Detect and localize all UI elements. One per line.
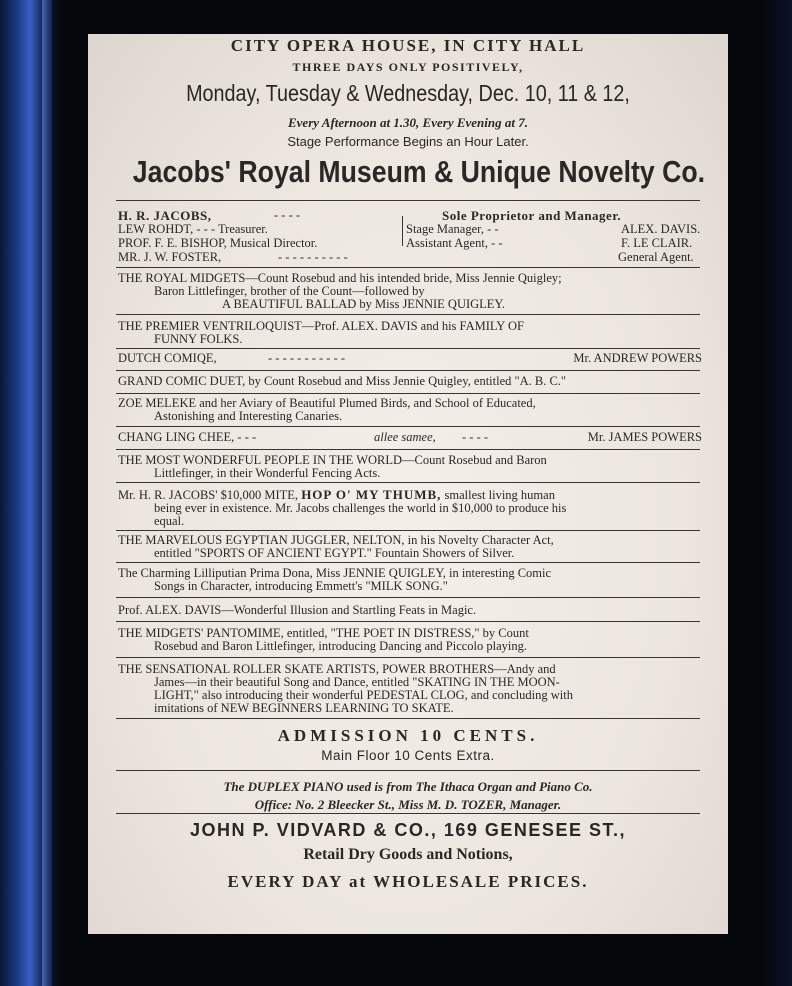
stage-note: Stage Performance Begins an Hour Later. [287, 134, 529, 149]
piano-credit: The DUPLEX PIANO used is from The Ithaca Organ and Piano Co. [223, 779, 593, 794]
act-ventriloquist [118, 320, 702, 346]
act-performer: Mr. JAMES POWERS [587, 430, 702, 444]
advertiser-slogan: EVERY DAY at WHOLESALE PRICES. [227, 872, 589, 891]
proprietor-role: Sole Proprietor and Manager. [442, 208, 622, 223]
act-line: Rosebud and Baron Littlefinger, introducing Dancing and Piccolo playing. [154, 639, 528, 653]
act-line: Prof. ALEX. DAVIS—Wonderful Illusion and Startling Feats in Magic. [118, 603, 477, 617]
act-line: entitled "SPORTS OF ANCIENT EGYPT." Fountain Showers of Silver. [154, 546, 515, 560]
show-times: Every Afternoon at 1.30, Every Evening at 7. [287, 115, 528, 130]
sleeve-edge-highlight [42, 0, 52, 986]
act-line: GRAND COMIC DUET, by Count Rosebud and Miss Jennie Quigley, entitled "A. B. C." [118, 374, 567, 388]
act-line: Mr. H. R. JACOBS' $10,000 MITE, [118, 488, 299, 502]
act-comic-duet [118, 375, 702, 388]
stage-manager-name: ALEX. DAVIS. [621, 222, 701, 236]
divider [116, 621, 700, 622]
act-note: allee samee, [374, 430, 436, 444]
divider [116, 597, 700, 598]
music-director-line: PROF. F. E. BISHOP, Musical Director. [118, 236, 318, 250]
act-line: ZOE MELEKE and her Aviary of Beautiful Plumed Birds, and School of Educated, [118, 396, 536, 410]
act-line: imitations of NEW BEGINNERS LEARNING TO SKATE. [154, 701, 454, 715]
act-prima-dona [118, 567, 702, 593]
act-wonderful-people [118, 454, 702, 480]
act-roller-skaters [118, 663, 702, 715]
act-line: THE PREMIER VENTRILOQUIST—Prof. ALEX. DAVIS and his FAMILY OF [118, 319, 524, 333]
act-chang-ling-chee [118, 431, 702, 444]
assistant-agent-role: Assistant Agent, - - [406, 236, 503, 250]
act-magic [118, 604, 702, 617]
act-zoe-meleke [118, 397, 702, 423]
act-line: A BEAUTIFUL BALLAD by Miss JENNIE QUIGLEY. [222, 297, 505, 311]
divider [116, 482, 700, 483]
run-notice: THREE DAYS ONLY POSITIVELY, [292, 60, 524, 74]
column-divider [402, 216, 403, 246]
assistant-agent-name: F. LE CLAIR. [621, 236, 693, 250]
divider [116, 813, 700, 814]
act-line: LIGHT," also introducing their wonderful PEDESTAL CLOG, and concluding with [154, 688, 573, 702]
act-line: Littlefinger, in their Wonderful Fencing Acts. [154, 466, 381, 480]
company-name: Jacobs' Royal Museum & Unique Novelty Co. [132, 154, 706, 189]
divider [116, 770, 700, 771]
divider [116, 267, 700, 268]
act-dashes: - - - - - - - - - - - [268, 351, 346, 365]
act-hop-o-my-thumb [118, 488, 702, 528]
stage-manager-role: Stage Manager, - - [406, 222, 499, 236]
divider [116, 449, 700, 450]
act-line: Songs in Character, introducing Emmett's "MILK SONG." [154, 579, 448, 593]
treasurer-line: LEW ROHDT, - - - Treasurer. [118, 222, 268, 236]
advertiser-goods: Retail Dry Goods and Notions, [303, 846, 513, 863]
divider [116, 718, 700, 719]
divider [116, 200, 700, 201]
divider [116, 393, 700, 394]
advertiser-name: JOHN P. VIDVARD & CO., 169 GENESEE ST., [190, 820, 626, 840]
act-highlight: HOP O' MY THUMB, [301, 487, 442, 502]
act-pantomime [118, 627, 702, 653]
divider [116, 530, 700, 531]
act-line: DUTCH COMIQE, [118, 351, 217, 365]
act-line: Astonishing and Interesting Canaries. [154, 409, 343, 423]
act-line: Baron Littlefinger, brother of the Count—followed by [154, 284, 425, 298]
act-performer: Mr. ANDREW POWERS [573, 351, 702, 365]
act-line: being ever in existence. Mr. Jacobs challenges the world in $10,000 to produce his [154, 501, 567, 515]
act-line: THE SENSATIONAL ROLLER SKATE ARTISTS, POWER BROTHERS—Andy and [118, 662, 556, 676]
act-line: FUNNY FOLKS. [154, 332, 243, 346]
act-royal-midgets [118, 272, 702, 311]
divider [116, 657, 700, 658]
act-line: THE ROYAL MIDGETS—Count Rosebud and his intended bride, Miss Jennie Quigley; [118, 271, 562, 285]
act-line: THE MOST WONDERFUL PEOPLE IN THE WORLD—Count Rosebud and Baron [118, 453, 547, 467]
act-line: smallest living human [444, 488, 555, 502]
general-agent-dashes: - - - - - - - - - - [278, 250, 348, 264]
admission-price: ADMISSION 10 CENTS. [277, 726, 539, 745]
act-dutch-comique [118, 352, 702, 365]
act-line: James—in their beautiful Song and Dance, entitled "SKATING IN THE MOON- [154, 675, 560, 689]
proprietor-dashes: - - - - [274, 208, 301, 222]
divider [116, 370, 700, 371]
divider [116, 348, 700, 349]
performance-dates: Monday, Tuesday & Wednesday, Dec. 10, 11 & 12, [186, 80, 630, 106]
act-line: equal. [154, 514, 185, 528]
act-line: CHANG LING CHEE, - - - [118, 430, 257, 444]
act-egyptian-juggler [118, 534, 702, 560]
divider [116, 314, 700, 315]
divider [116, 562, 700, 563]
proprietor-name: H. R. JACOBS, [118, 208, 212, 223]
piano-office: Office: No. 2 Bleecker St., Miss M. D. TOZER, Manager. [254, 797, 562, 812]
act-line: THE MARVELOUS EGYPTIAN JUGGLER, NELTON, in his Novelty Character Act, [118, 533, 554, 547]
act-dashes: - - - - [462, 430, 489, 444]
playbill-card [88, 34, 728, 934]
admission-extra: Main Floor 10 Cents Extra. [321, 748, 495, 763]
general-agent-role: General Agent. [618, 250, 694, 264]
divider [116, 426, 700, 427]
venue-title: CITY OPERA HOUSE, IN CITY HALL [230, 36, 586, 55]
general-agent-name: MR. J. W. FOSTER, [118, 250, 222, 264]
act-line: THE MIDGETS' PANTOMIME, entitled, "THE POET IN DISTRESS," by Count [118, 626, 529, 640]
act-line: The Charming Lilliputian Prima Dona, Miss JENNIE QUIGLEY, in interesting Comic [118, 566, 552, 580]
